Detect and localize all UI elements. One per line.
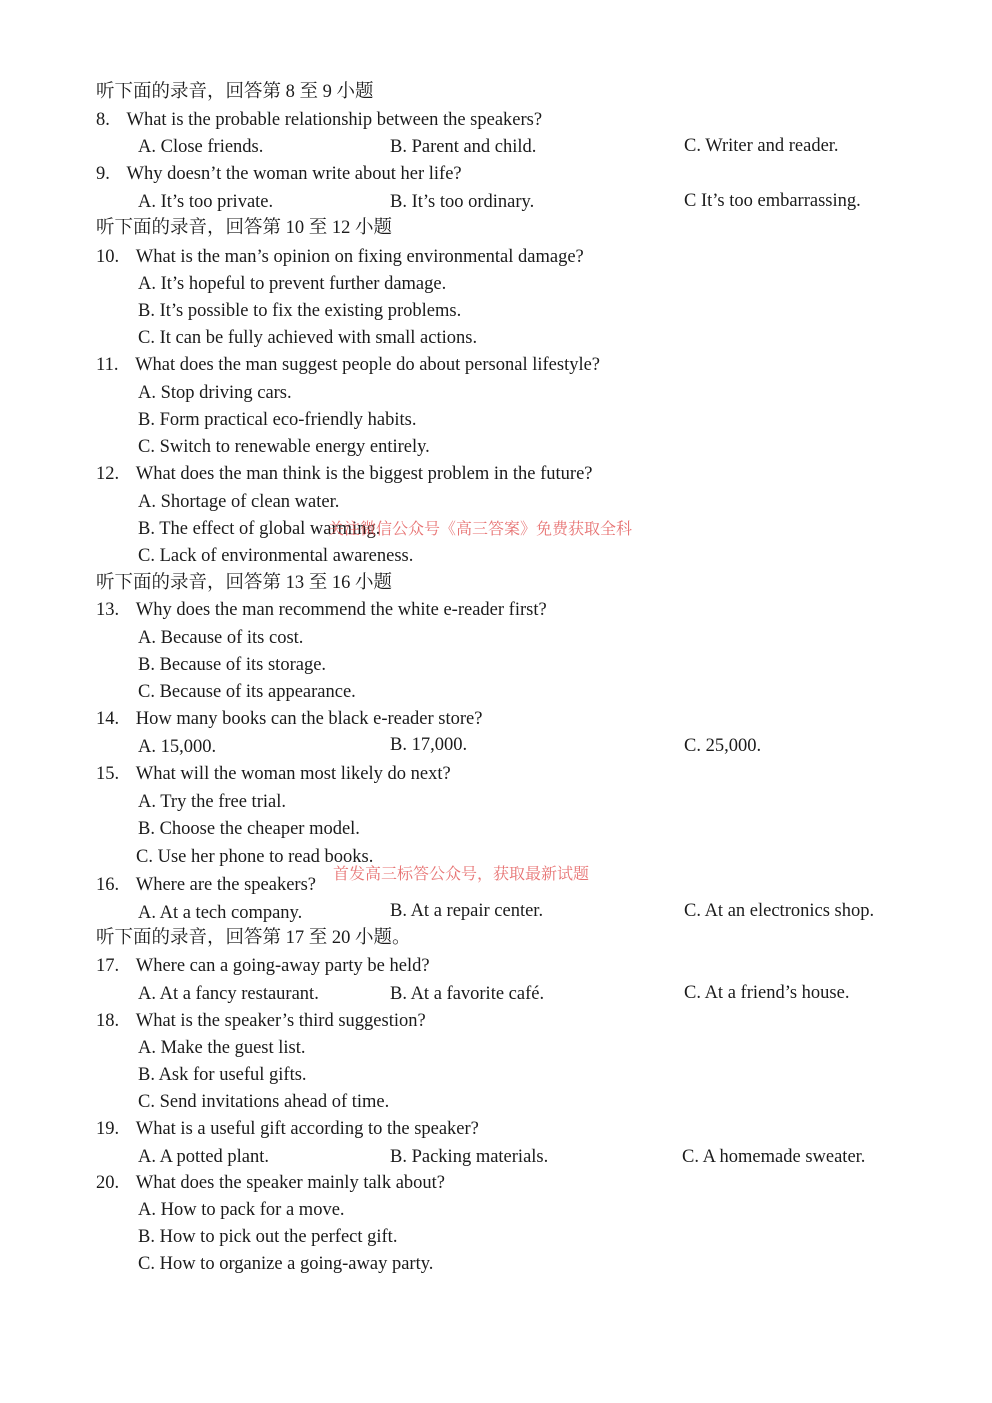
question-19 — [96, 1117, 479, 1141]
option-19b: B. Packing materials. — [390, 1147, 549, 1167]
question-number: 19. — [96, 1119, 120, 1139]
option-12b: B. The effect of global warming. — [138, 519, 381, 539]
question-number: 13. — [96, 600, 120, 620]
option-17a: A. At a fancy restaurant. — [138, 984, 319, 1004]
option-15b: B. Choose the cheaper model. — [138, 819, 360, 839]
option-11b: B. Form practical eco-friendly habits. — [138, 410, 417, 430]
question-18 — [96, 1009, 426, 1033]
question-text: What is a useful gift according to the speaker? — [135, 1119, 479, 1139]
section-header-17-20: 听下面的录音，回答第 17 至 20 小题。 — [96, 928, 411, 948]
question-text: What will the woman most likely do next? — [135, 764, 451, 784]
question-text: What is the man’s opinion on fixing environmental damage? — [135, 247, 584, 267]
watermark-2: 首发高三标答公众号，获取最新试题 — [333, 864, 590, 883]
question-16 — [96, 873, 316, 897]
option-9a: A. It’s too private. — [138, 192, 274, 212]
question-11 — [96, 353, 600, 377]
question-number: 8. — [96, 110, 110, 130]
option-14b: B. 17,000. — [390, 735, 468, 755]
question-14 — [96, 707, 482, 731]
option-20a: A. How to pack for a move. — [138, 1200, 345, 1220]
option-12c: C. Lack of environmental awareness. — [138, 546, 414, 566]
option-19c: C. A homemade sweater. — [682, 1147, 866, 1167]
question-text: What is the speaker’s third suggestion? — [135, 1011, 426, 1031]
option-18c: C. Send invitations ahead of time. — [138, 1092, 390, 1112]
option-15c: C. Use her phone to read books. — [136, 847, 374, 867]
question-text: Where can a going-away party be held? — [135, 956, 430, 976]
option-16b: B. At a repair center. — [390, 901, 544, 921]
question-number: 15. — [96, 764, 120, 784]
question-number: 10. — [96, 247, 120, 267]
option-10c: C. It can be fully achieved with small actions. — [138, 328, 478, 348]
option-13b: B. Because of its storage. — [138, 655, 327, 675]
option-13a: A. Because of its cost. — [138, 628, 304, 648]
question-8 — [96, 108, 542, 132]
question-number: 18. — [96, 1011, 120, 1031]
option-13c: C. Because of its appearance. — [138, 682, 356, 702]
question-number: 20. — [96, 1173, 120, 1193]
option-8c: C. Writer and reader. — [684, 136, 839, 156]
option-8a: A. Close friends. — [138, 137, 264, 157]
section-header-8-9: 听下面的录音，回答第 8 至 9 小题 — [96, 82, 374, 102]
question-13 — [96, 598, 547, 622]
watermark-1: 关注微信公众号《高三答案》免费获取全科 — [328, 519, 633, 538]
option-19a: A. A potted plant. — [138, 1147, 270, 1167]
question-9 — [96, 162, 462, 186]
option-17c: C. At a friend’s house. — [684, 983, 850, 1003]
question-number: 11. — [96, 355, 119, 375]
question-20 — [96, 1171, 445, 1195]
question-text: What does the man suggest people do about personal lifestyle? — [135, 355, 601, 375]
question-text: Why does the man recommend the white e-reader first? — [135, 600, 547, 620]
question-number: 12. — [96, 464, 120, 484]
option-8b: B. Parent and child. — [390, 137, 537, 157]
question-text: What does the man think is the biggest problem in the future? — [135, 464, 593, 484]
question-12 — [96, 462, 593, 486]
section-header-13-16: 听下面的录音，回答第 13 至 16 小题 — [96, 573, 393, 593]
question-number: 9. — [96, 164, 110, 184]
question-number: 17. — [96, 956, 120, 976]
option-16c: C. At an electronics shop. — [684, 901, 875, 921]
option-9b: B. It’s too ordinary. — [390, 192, 535, 212]
option-16a: A. At a tech company. — [138, 903, 303, 923]
section-header-10-12: 听下面的录音，回答第 10 至 12 小题 — [96, 218, 393, 238]
option-11a: A. Stop driving cars. — [138, 383, 292, 403]
option-12a: A. Shortage of clean water. — [138, 492, 340, 512]
option-18b: B. Ask for useful gifts. — [138, 1065, 307, 1085]
option-9c: C It’s too embarrassing. — [684, 191, 861, 211]
question-15 — [96, 762, 451, 786]
option-15a: A. Try the free trial. — [138, 792, 286, 812]
question-17 — [96, 954, 430, 978]
option-17b: B. At a favorite café. — [390, 984, 545, 1004]
question-number: 16. — [96, 875, 120, 895]
option-18a: A. Make the guest list. — [138, 1038, 306, 1058]
question-number: 14. — [96, 709, 120, 729]
question-text: What does the speaker mainly talk about? — [135, 1173, 446, 1193]
option-14a: A. 15,000. — [138, 737, 217, 757]
question-10 — [96, 245, 584, 269]
option-10a: A. It’s hopeful to prevent further damage. — [138, 274, 447, 294]
question-text: What is the probable relationship between the speakers? — [126, 110, 543, 130]
option-20b: B. How to pick out the perfect gift. — [138, 1227, 398, 1247]
question-text: Why doesn’t the woman write about her life? — [126, 164, 462, 184]
option-11c: C. Switch to renewable energy entirely. — [138, 437, 430, 457]
option-20c: C. How to organize a going-away party. — [138, 1254, 434, 1274]
question-text: Where are the speakers? — [135, 875, 317, 895]
option-14c: C. 25,000. — [684, 736, 762, 756]
question-text: How many books can the black e-reader store? — [135, 709, 483, 729]
option-10b: B. It’s possible to fix the existing problems. — [138, 301, 462, 321]
